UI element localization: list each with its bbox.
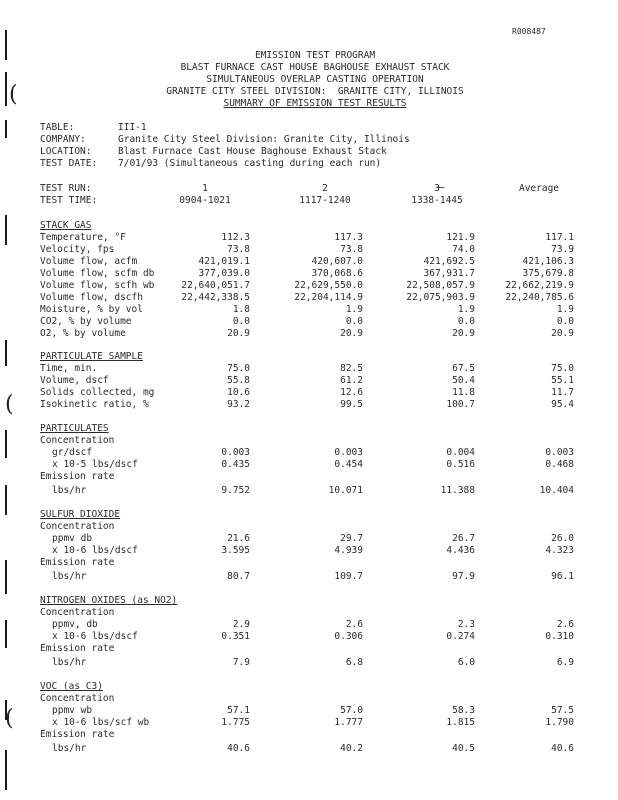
info-label: COMPANY: bbox=[40, 134, 86, 145]
table-cell-value: 4.939 bbox=[334, 545, 363, 556]
table-cell-value: 73.9 bbox=[551, 244, 574, 255]
row-label: Moisture, % by vol bbox=[40, 304, 143, 315]
handwritten-arrow-icon: ⟵ bbox=[438, 182, 445, 193]
emission-rate-label: Emission rate bbox=[40, 729, 115, 740]
table-cell-value: 55.8 bbox=[227, 375, 250, 386]
table-cell-value: 96.1 bbox=[551, 571, 574, 582]
test-run-label: TEST RUN: bbox=[40, 183, 92, 194]
row-label: CO2, % by volume bbox=[40, 316, 132, 327]
table-cell-value: 11.8 bbox=[452, 387, 475, 398]
table-cell-value: 0.310 bbox=[545, 631, 574, 642]
info-value: Blast Furnace Cast House Baghouse Exhaust Stack bbox=[118, 146, 387, 157]
table-cell-value: 6.9 bbox=[556, 657, 574, 668]
table-cell-value: 3.595 bbox=[221, 545, 250, 556]
summary-title: SUMMARY OF EMISSION TEST RESULTS bbox=[223, 98, 407, 109]
info-label: LOCATION: bbox=[40, 146, 92, 157]
table-cell-value: 11.388 bbox=[440, 485, 475, 496]
row-label: Volume flow, acfm bbox=[40, 256, 138, 267]
table-cell-value: 20.9 bbox=[452, 328, 475, 339]
table-cell-value: 1.9 bbox=[556, 304, 574, 315]
scan-bracket-mark: ( bbox=[9, 82, 18, 107]
table-cell-value: 6.0 bbox=[457, 657, 475, 668]
table-cell-value: 73.8 bbox=[340, 244, 363, 255]
table-cell-value: 22,240,785.6 bbox=[505, 292, 574, 303]
table-cell-value: 1.777 bbox=[334, 717, 363, 728]
row-label: Volume, dscf bbox=[40, 375, 109, 386]
emission-rate-label: Emission rate bbox=[40, 471, 115, 482]
table-cell-value: 109.7 bbox=[334, 571, 363, 582]
table-cell-value: 375,679.8 bbox=[522, 268, 574, 279]
section-title: STACK GAS bbox=[40, 220, 92, 231]
row-label: Solids collected, mg bbox=[40, 387, 155, 398]
table-cell-value: 22,204,114.9 bbox=[294, 292, 363, 303]
run-time: 1117-1240 bbox=[299, 195, 351, 206]
table-cell-value: 61.2 bbox=[340, 375, 363, 386]
table-cell-value: 10.404 bbox=[539, 485, 574, 496]
row-label: x 10-5 lbs/dscf bbox=[52, 459, 138, 470]
run-time: 0904-1021 bbox=[179, 195, 231, 206]
table-cell-value: 370,068.6 bbox=[311, 268, 363, 279]
table-cell-value: 377,039.0 bbox=[198, 268, 250, 279]
emission-rate-label: Emission rate bbox=[40, 643, 115, 654]
table-cell-value: 40.2 bbox=[340, 743, 363, 754]
row-label: ppmv wb bbox=[52, 705, 93, 716]
table-cell-value: 99.5 bbox=[340, 399, 363, 410]
section-title: VOC (as C3) bbox=[40, 681, 103, 692]
run-number: 1 bbox=[202, 183, 208, 194]
section-title: SULFUR DIOXIDE bbox=[40, 509, 121, 520]
table-cell-value: 73.8 bbox=[227, 244, 250, 255]
table-cell-value: 7.9 bbox=[232, 657, 250, 668]
table-cell-value: 57.1 bbox=[227, 705, 250, 716]
table-cell-value: 57.5 bbox=[551, 705, 574, 716]
table-cell-value: 4.323 bbox=[545, 545, 574, 556]
table-cell-value: 21.6 bbox=[227, 533, 250, 544]
header-line: EMISSION TEST PROGRAM bbox=[254, 50, 376, 61]
section-title: PARTICULATES bbox=[40, 423, 109, 434]
table-cell-value: 2.3 bbox=[457, 619, 475, 630]
table-cell-value: 0.0 bbox=[556, 316, 574, 327]
row-label: x 10-6 lbs/dscf bbox=[52, 545, 138, 556]
row-label: Volume flow, dscfh bbox=[40, 292, 143, 303]
table-cell-value: 0.004 bbox=[446, 447, 475, 458]
concentration-label: Concentration bbox=[40, 435, 115, 446]
section-title: PARTICULATE SAMPLE bbox=[40, 351, 143, 362]
run-time: 1338-1445 bbox=[411, 195, 463, 206]
table-cell-value: 0.435 bbox=[221, 459, 250, 470]
table-cell-value: 75.0 bbox=[227, 363, 250, 374]
table-cell-value: 11.7 bbox=[551, 387, 574, 398]
table-cell-value: 112.3 bbox=[221, 232, 250, 243]
table-cell-value: 55.1 bbox=[551, 375, 574, 386]
table-cell-value: 50.4 bbox=[452, 375, 475, 386]
table-cell-value: 0.003 bbox=[221, 447, 250, 458]
table-cell-value: 421,692.5 bbox=[423, 256, 475, 267]
row-label: lbs/hr bbox=[52, 485, 87, 496]
table-cell-value: 0.003 bbox=[545, 447, 574, 458]
concentration-label: Concentration bbox=[40, 693, 115, 704]
row-label: gr/dscf bbox=[52, 447, 93, 458]
run-number: 2 bbox=[322, 183, 328, 194]
concentration-label: Concentration bbox=[40, 607, 115, 618]
table-cell-value: 75.0 bbox=[551, 363, 574, 374]
document-id: R008487 bbox=[512, 27, 546, 36]
table-cell-value: 20.9 bbox=[551, 328, 574, 339]
table-cell-value: 82.5 bbox=[340, 363, 363, 374]
header-line: BLAST FURNACE CAST HOUSE BAGHOUSE EXHAUST STACK bbox=[180, 62, 450, 73]
table-cell-value: 10.6 bbox=[227, 387, 250, 398]
table-cell-value: 57.0 bbox=[340, 705, 363, 716]
table-cell-value: 67.5 bbox=[452, 363, 475, 374]
scan-bracket-mark: ( bbox=[5, 392, 14, 417]
table-cell-value: 10.071 bbox=[328, 485, 363, 496]
section-title: NITROGEN OXIDES (as NO2) bbox=[40, 595, 178, 606]
row-label: ppmv db bbox=[52, 533, 93, 544]
row-label: Isokinetic ratio, % bbox=[40, 399, 149, 410]
info-value: III-1 bbox=[118, 122, 147, 133]
run-number: Average bbox=[518, 183, 560, 194]
row-label: lbs/hr bbox=[52, 743, 87, 754]
table-cell-value: 26.7 bbox=[452, 533, 475, 544]
table-cell-value: 420,607.0 bbox=[311, 256, 363, 267]
table-cell-value: 367,931.7 bbox=[423, 268, 475, 279]
info-label: TABLE: bbox=[40, 122, 75, 133]
table-cell-value: 0.468 bbox=[545, 459, 574, 470]
table-cell-value: 22,640,051.7 bbox=[181, 280, 250, 291]
table-cell-value: 421,106.3 bbox=[522, 256, 574, 267]
table-cell-value: 40.5 bbox=[452, 743, 475, 754]
info-value: Granite City Steel Division: Granite City, Illinois bbox=[118, 134, 410, 145]
table-cell-value: 22,442,338.5 bbox=[181, 292, 250, 303]
row-label: Velocity, fps bbox=[40, 244, 115, 255]
table-cell-value: 1.9 bbox=[457, 304, 475, 315]
header-line: SIMULTANEOUS OVERLAP CASTING OPERATION bbox=[206, 74, 424, 85]
table-cell-value: 22,075,903.9 bbox=[406, 292, 475, 303]
row-label: Time, min. bbox=[40, 363, 98, 374]
test-time-label: TEST TIME: bbox=[40, 195, 98, 206]
table-cell-value: 2.6 bbox=[556, 619, 574, 630]
table-cell-value: 0.454 bbox=[334, 459, 363, 470]
table-cell-value: 26.0 bbox=[551, 533, 574, 544]
row-label: x 10-6 lbs/scf wb bbox=[52, 717, 150, 728]
table-cell-value: 1.8 bbox=[232, 304, 250, 315]
table-cell-value: 1.815 bbox=[446, 717, 475, 728]
table-cell-value: 0.0 bbox=[457, 316, 475, 327]
info-label: TEST DATE: bbox=[40, 158, 98, 169]
table-cell-value: 0.274 bbox=[446, 631, 475, 642]
row-label: lbs/hr bbox=[52, 571, 87, 582]
table-cell-value: 0.306 bbox=[334, 631, 363, 642]
table-cell-value: 9.752 bbox=[221, 485, 250, 496]
table-cell-value: 93.2 bbox=[227, 399, 250, 410]
table-cell-value: 6.8 bbox=[345, 657, 363, 668]
table-cell-value: 117.3 bbox=[334, 232, 363, 243]
table-cell-value: 97.9 bbox=[452, 571, 475, 582]
table-cell-value: 80.7 bbox=[227, 571, 250, 582]
table-cell-value: 121.9 bbox=[446, 232, 475, 243]
table-cell-value: 20.9 bbox=[227, 328, 250, 339]
emission-rate-label: Emission rate bbox=[40, 557, 115, 568]
table-cell-value: 117.1 bbox=[545, 232, 574, 243]
table-cell-value: 12.6 bbox=[340, 387, 363, 398]
table-cell-value: 100.7 bbox=[446, 399, 475, 410]
row-label: x 10-6 lbs/dscf bbox=[52, 631, 138, 642]
table-cell-value: 0.003 bbox=[334, 447, 363, 458]
table-cell-value: 40.6 bbox=[551, 743, 574, 754]
table-cell-value: 22,629,550.0 bbox=[294, 280, 363, 291]
row-label: ppmv, db bbox=[52, 619, 98, 630]
table-cell-value: 1.9 bbox=[345, 304, 363, 315]
table-cell-value: 22,508,057.9 bbox=[406, 280, 475, 291]
table-cell-value: 421,019.1 bbox=[198, 256, 250, 267]
table-cell-value: 0.0 bbox=[232, 316, 250, 327]
row-label: Temperature, °F bbox=[40, 232, 126, 243]
table-cell-value: 1.775 bbox=[221, 717, 250, 728]
table-cell-value: 2.9 bbox=[232, 619, 250, 630]
row-label: O2, % by volume bbox=[40, 328, 126, 339]
table-cell-value: 74.0 bbox=[452, 244, 475, 255]
scan-bracket-mark: ( bbox=[5, 706, 14, 731]
table-cell-value: 0.516 bbox=[446, 459, 475, 470]
table-cell-value: 95.4 bbox=[551, 399, 574, 410]
table-cell-value: 0.0 bbox=[345, 316, 363, 327]
table-cell-value: 0.351 bbox=[221, 631, 250, 642]
table-cell-value: 20.9 bbox=[340, 328, 363, 339]
concentration-label: Concentration bbox=[40, 521, 115, 532]
table-cell-value: 1.790 bbox=[545, 717, 574, 728]
header-line: GRANITE CITY STEEL DIVISION: GRANITE CITY, ILLINOIS bbox=[166, 86, 464, 97]
run-number: 3 bbox=[434, 183, 440, 194]
table-cell-value: 4.436 bbox=[446, 545, 475, 556]
table-cell-value: 2.6 bbox=[345, 619, 363, 630]
row-label: Volume flow, scfm db bbox=[40, 268, 155, 279]
table-cell-value: 29.7 bbox=[340, 533, 363, 544]
table-cell-value: 58.3 bbox=[452, 705, 475, 716]
table-cell-value: 22,662,219.9 bbox=[505, 280, 574, 291]
row-label: lbs/hr bbox=[52, 657, 87, 668]
table-cell-value: 40.6 bbox=[227, 743, 250, 754]
row-label: Volume flow, scfh wb bbox=[40, 280, 155, 291]
info-value: 7/01/93 (Simultaneous casting during each run) bbox=[118, 158, 382, 169]
